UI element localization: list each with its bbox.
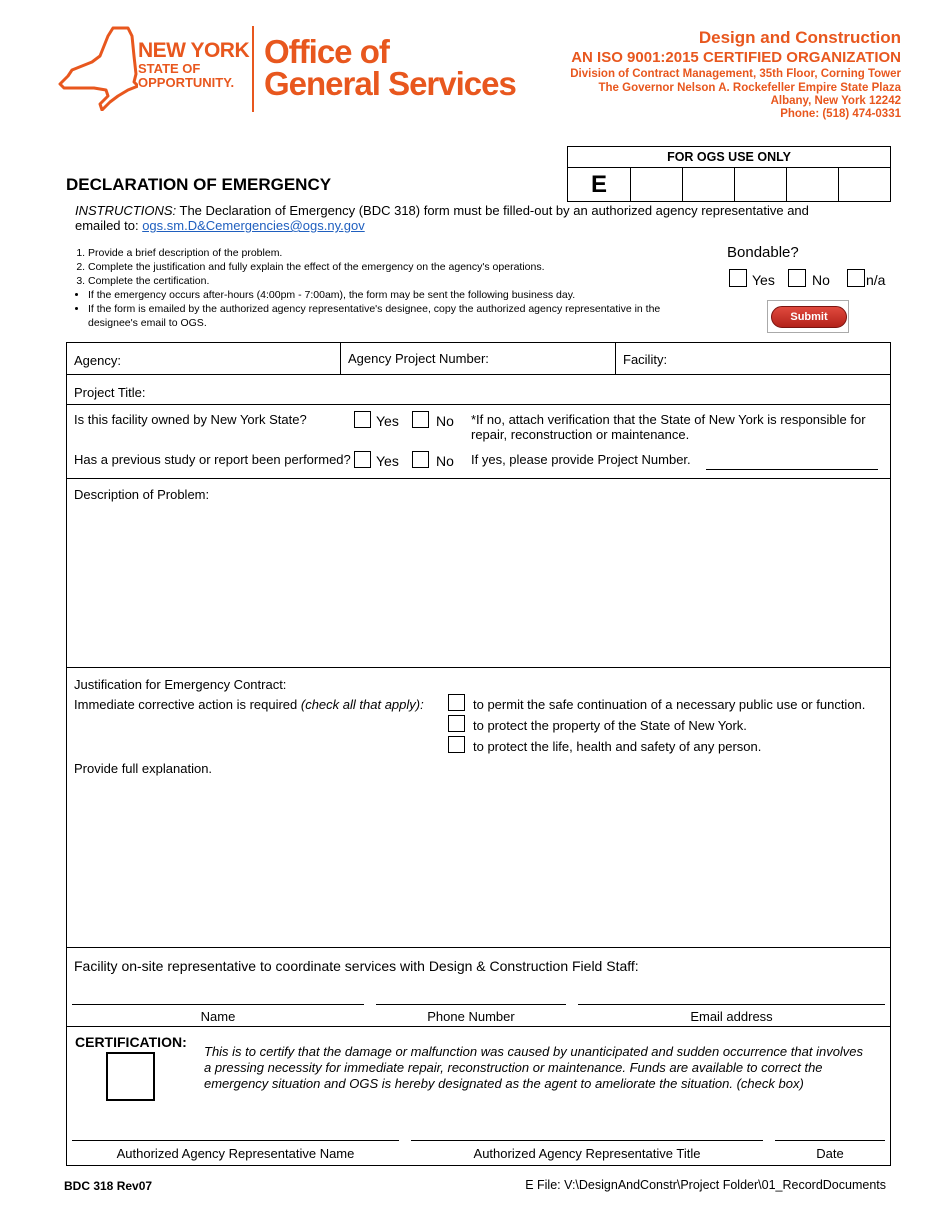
study-note: If yes, please provide Project Number. xyxy=(471,452,691,467)
cert-date-input[interactable] xyxy=(775,1121,885,1141)
cert-rep-name-caption: Authorized Agency Representative Name xyxy=(116,1146,355,1161)
bondable-yes-checkbox[interactable] xyxy=(729,269,747,287)
instruction-step: 1. Provide a brief description of the problem. xyxy=(88,246,715,260)
justification-option-label: to protect the life, health and safety of any person. xyxy=(473,739,762,754)
instruction-bullet: • If the emergency occurs after-hours (4:00pm - 7:00am), the form may be sent the following business day. xyxy=(88,288,715,302)
bondable-yes-label: Yes xyxy=(752,272,775,288)
justification-option-checkbox[interactable] xyxy=(448,694,465,711)
submit-button[interactable]: Submit xyxy=(771,306,847,328)
footer-file-path: E File: V:\DesignAndConstr\Project Folder\01_RecordDocuments xyxy=(525,1178,886,1192)
agency-label: Agency: xyxy=(74,353,121,368)
ogs-prefix-cell: E xyxy=(568,168,631,201)
instruction-step: 2. Complete the justification and fully explain the effect of the emergency on the agency's operations. xyxy=(88,260,715,274)
project-title-label: Project Title: xyxy=(74,385,146,400)
study-question: Has a previous study or report been performed? xyxy=(74,452,351,467)
owned-no-checkbox[interactable] xyxy=(412,411,429,428)
header-iso: AN ISO 9001:2015 CERTIFIED ORGANIZATION xyxy=(571,49,901,66)
study-no-checkbox[interactable] xyxy=(412,451,429,468)
logo-state-of: STATE OF xyxy=(138,61,201,76)
study-yes-label: Yes xyxy=(376,453,399,469)
instructions-emailed-to: emailed to: xyxy=(75,218,143,233)
ogs-number-cell[interactable] xyxy=(735,168,787,201)
study-no-label: No xyxy=(436,453,454,469)
study-yes-checkbox[interactable] xyxy=(354,451,371,468)
owned-question: Is this facility owned by New York State? xyxy=(74,412,307,427)
justification-title: Justification for Emergency Contract: xyxy=(74,677,287,692)
justification-option-label: to permit the safe continuation of a necessary public use or function. xyxy=(473,697,866,712)
new-york-state-map-icon xyxy=(58,26,138,111)
cert-rep-name-input[interactable] xyxy=(72,1121,399,1141)
instructions-label: INSTRUCTIONS: xyxy=(75,203,177,218)
header-address-2: The Governor Nelson A. Rockefeller Empire State Plaza xyxy=(598,82,901,94)
justification-option-label: to protect the property of the State of New York. xyxy=(473,718,747,733)
explanation-textarea[interactable] xyxy=(72,780,885,940)
explanation-label: Provide full explanation. xyxy=(74,761,213,776)
instruction-bullet: • If the form is emailed by the authorized agency representative's designee, copy the authorized agency representative in the designee's email to OGS. xyxy=(88,302,693,330)
cert-date-caption: Date xyxy=(816,1146,844,1161)
instructions-list xyxy=(75,246,715,330)
instructions-body: The Declaration of Emergency (BDC 318) form must be filled-out by an authorized agency representative and xyxy=(176,203,809,218)
header-address-3: Albany, New York 12242 xyxy=(770,95,901,107)
study-project-number-input[interactable] xyxy=(706,452,878,470)
bondable-no-label: No xyxy=(812,272,830,288)
cert-rep-title-caption: Authorized Agency Representative Title xyxy=(473,1146,701,1161)
rep-name-caption: Name xyxy=(200,1009,236,1024)
certification-text: This is to certify that the damage or malfunction was caused by unanticipated and sudden occurrence that involves a pressing necessity for immediate repair, reconstruction or maintenance. Funds are available to correct the emergency situation and OGS is hereby designated as the agent to ameliorate the situation. (check box) xyxy=(204,1044,864,1091)
bondable-question: Bondable? xyxy=(727,244,799,261)
representative-title: Facility on-site representative to coordinate services with Design & Construction Field Staff: xyxy=(74,958,639,974)
rep-name-input[interactable] xyxy=(72,985,364,1005)
project-number-input[interactable] xyxy=(490,346,610,370)
justification-option-checkbox[interactable] xyxy=(448,736,465,753)
justification-action-label xyxy=(74,697,424,712)
form-title: DECLARATION OF EMERGENCY xyxy=(66,175,332,194)
rep-email-input[interactable] xyxy=(578,985,885,1005)
certification-label: CERTIFICATION: xyxy=(75,1034,187,1050)
bondable-no-checkbox[interactable] xyxy=(788,269,806,287)
certification-checkbox[interactable] xyxy=(106,1052,155,1101)
justification-action-hint: (check all that apply): xyxy=(300,697,424,712)
ogs-number-cell[interactable] xyxy=(631,168,683,201)
ogs-use-only-title: FOR OGS USE ONLY xyxy=(568,147,890,168)
ogs-number-cell[interactable] xyxy=(787,168,839,201)
owned-note: *If no, attach verification that the State of New York is responsible for repair, reconstruction or maintenance. xyxy=(471,412,866,442)
footer-form-id: BDC 318 Rev07 xyxy=(64,1179,153,1193)
project-title-input[interactable] xyxy=(150,378,885,402)
description-textarea[interactable] xyxy=(72,505,885,662)
cert-rep-title-input[interactable] xyxy=(411,1121,763,1141)
ogs-number-cell[interactable] xyxy=(839,168,890,201)
logo-general-services: General Services xyxy=(264,65,516,102)
header-phone: Phone: (518) 474-0331 xyxy=(780,108,901,120)
bondable-na-label: n/a xyxy=(866,272,886,288)
instruction-step: 3. Complete the certification. xyxy=(88,274,715,288)
justification-option-checkbox[interactable] xyxy=(448,715,465,732)
logo-divider xyxy=(252,26,254,112)
nys-logo xyxy=(58,26,528,116)
instructions-email-link[interactable]: ogs.sm.D&Cemergencies@ogs.ny.gov xyxy=(142,218,365,233)
owned-yes-label: Yes xyxy=(376,413,399,429)
header-department: Design and Construction xyxy=(698,28,901,47)
instructions-text xyxy=(75,203,855,233)
project-number-label: Agency Project Number: xyxy=(348,351,489,366)
logo-office-of: Office of xyxy=(264,33,389,70)
rep-phone-caption: Phone Number xyxy=(427,1009,515,1024)
owned-yes-checkbox[interactable] xyxy=(354,411,371,428)
justification-action-text: Immediate corrective action is required xyxy=(74,697,301,712)
facility-label: Facility: xyxy=(623,352,668,367)
ogs-number-cell[interactable] xyxy=(683,168,735,201)
agency-input[interactable] xyxy=(126,346,336,370)
ogs-use-only-box xyxy=(567,146,891,202)
facility-input[interactable] xyxy=(672,346,886,370)
header-address-1: Division of Contract Management, 35th Floor, Corning Tower xyxy=(570,68,901,80)
logo-new-york: NEW YORK xyxy=(138,39,250,62)
rep-phone-input[interactable] xyxy=(376,985,566,1005)
rep-email-caption: Email address xyxy=(690,1009,773,1024)
description-label: Description of Problem: xyxy=(74,487,210,502)
owned-no-label: No xyxy=(436,413,454,429)
logo-opportunity: OPPORTUNITY. xyxy=(138,75,235,90)
bondable-na-checkbox[interactable] xyxy=(847,269,865,287)
